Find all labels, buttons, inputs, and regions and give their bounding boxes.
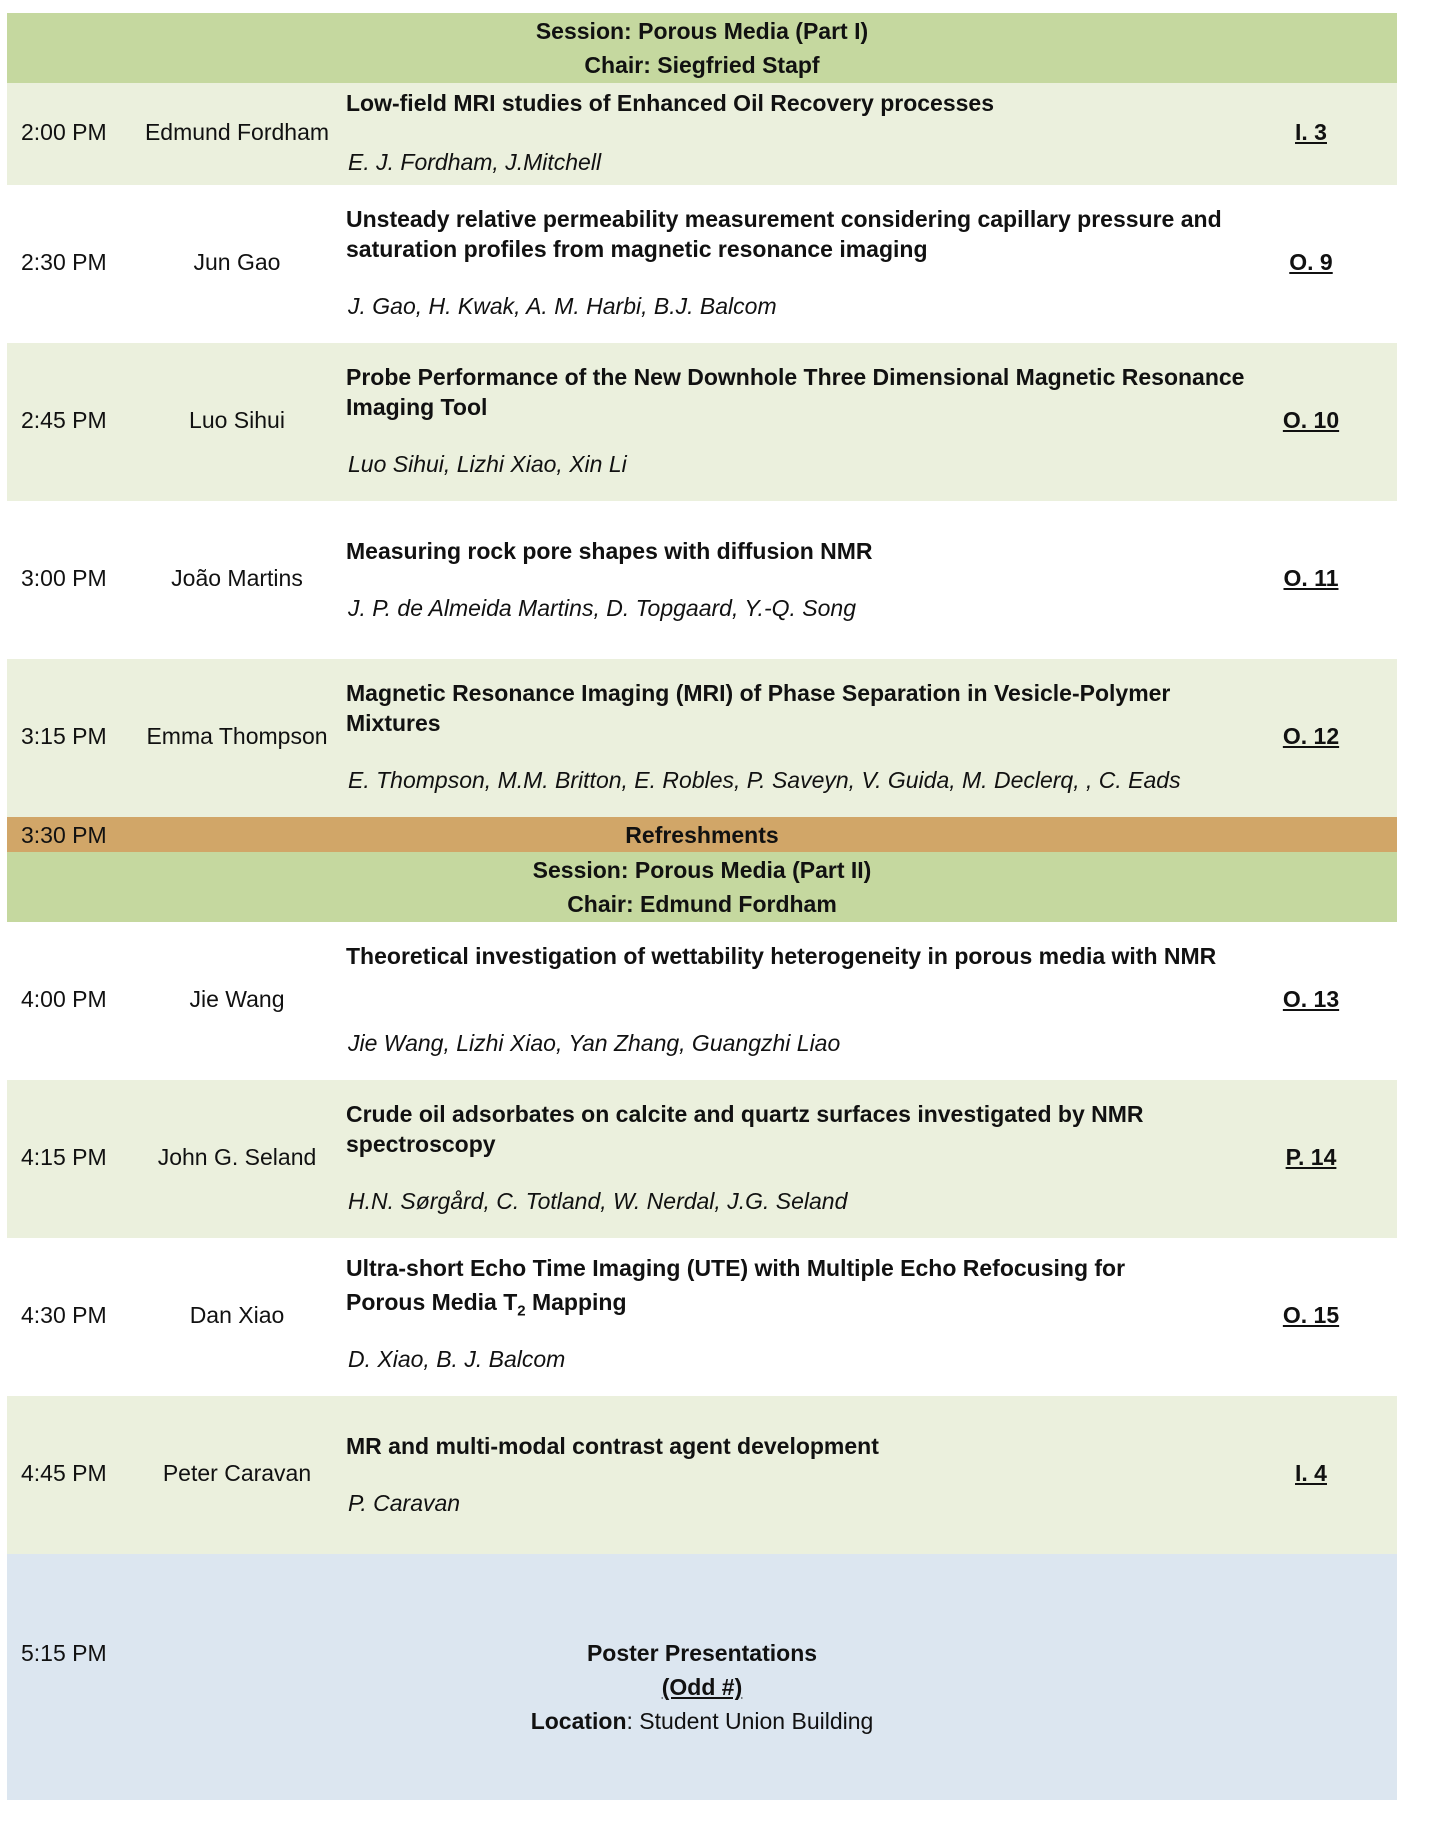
abstract-link[interactable]: O. 10: [1282, 407, 1340, 433]
abstract-link[interactable]: O. 13: [1282, 986, 1340, 1012]
location-label: Location: [530, 1708, 627, 1734]
abstract-link[interactable]: O. 9: [1289, 249, 1333, 275]
abstract-link[interactable]: O. 11: [1283, 565, 1339, 591]
talk-time: 4:45 PM: [21, 1460, 107, 1486]
talk-time: 2:00 PM: [21, 119, 107, 145]
talk-time: 4:30 PM: [21, 1302, 107, 1328]
talk-speaker: Jie Wang: [189, 986, 285, 1012]
break-time: 3:30 PM: [21, 822, 107, 848]
talk-authors: E. J. Fordham, J.Mitchell: [348, 149, 602, 175]
talk-title-line: [346, 1287, 1266, 1327]
talk-row: [7, 922, 1397, 1080]
talk-time: 4:00 PM: [21, 986, 107, 1012]
session-header: [7, 852, 1397, 922]
talk-authors: E. Thompson, M.M. Britton, E. Robles, P. Saveyn, V. Guida, M. Declerq, , C. Eads: [348, 767, 1181, 793]
talk-speaker: Edmund Fordham: [144, 119, 330, 145]
talk-speaker: John G. Seland: [157, 1144, 317, 1170]
talk-authors: H.N. Sørgård, C. Totland, W. Nerdal, J.G. Seland: [348, 1188, 848, 1214]
talk-speaker: Peter Caravan: [162, 1460, 312, 1486]
title-text: Mapping: [525, 1289, 627, 1315]
poster-row: [7, 1554, 1397, 1800]
poster-location: [7, 1708, 1397, 1735]
talk-time: 2:45 PM: [21, 407, 107, 433]
abstract-link[interactable]: P. 14: [1285, 1144, 1337, 1170]
location-value: : Student Union Building: [626, 1708, 874, 1734]
talk-row: [7, 185, 1397, 343]
session-chair: Chair: Siegfried Stapf: [584, 52, 820, 78]
talk-title: Low-field MRI studies of Enhanced Oil Recovery processes: [346, 90, 994, 116]
talk-speaker: Dan Xiao: [189, 1302, 285, 1328]
talk-row: [7, 659, 1397, 817]
talk-authors: P. Caravan: [348, 1490, 461, 1516]
talk-authors: D. Xiao, B. J. Balcom: [348, 1346, 566, 1372]
poster-subtitle: (Odd #): [661, 1674, 743, 1700]
abstract-link[interactable]: I. 3: [1295, 119, 1327, 145]
session-header: [7, 13, 1397, 83]
talk-title: MR and multi-modal contrast agent development: [346, 1433, 879, 1459]
talk-row: [7, 501, 1397, 659]
talk-authors: J. P. de Almeida Martins, D. Topgaard, Y.-Q. Song: [348, 595, 856, 621]
talk-time: 3:00 PM: [21, 565, 107, 591]
schedule: [7, 13, 1397, 1800]
break-label: Refreshments: [625, 822, 779, 848]
talk-authors: Luo Sihui, Lizhi Xiao, Xin Li: [348, 451, 627, 477]
talk-speaker: Emma Thompson: [146, 723, 328, 749]
talk-title: Unsteady relative permeability measurement considering capillary pressure and saturation profiles from magnetic resonance imaging: [346, 206, 1222, 262]
session-title: Session: Porous Media (Part II): [532, 857, 872, 883]
talk-title: Theoretical investigation of wettability heterogeneity in porous media with NMR: [346, 943, 1217, 969]
talk-row: [7, 1396, 1397, 1554]
talk-speaker: João Martins: [171, 565, 303, 591]
poster-title: Poster Presentations: [586, 1640, 818, 1666]
talk-title: Probe Performance of the New Downhole Three Dimensional Magnetic Resonance Imaging Tool: [346, 364, 1245, 420]
abstract-link[interactable]: O. 15: [1282, 1302, 1340, 1328]
talk-authors: Jie Wang, Lizhi Xiao, Yan Zhang, Guangzhi Liao: [348, 1030, 841, 1056]
talk-title: Crude oil adsorbates on calcite and quartz surfaces investigated by NMR spectroscopy: [346, 1101, 1144, 1157]
talk-title: Magnetic Resonance Imaging (MRI) of Phase Separation in Vesicle-Polymer Mixtures: [346, 680, 1171, 736]
talk-title: Measuring rock pore shapes with diffusion NMR: [346, 538, 873, 564]
talk-time: 3:15 PM: [21, 723, 107, 749]
talk-time: 4:15 PM: [21, 1144, 107, 1170]
poster-time: 5:15 PM: [21, 1640, 107, 1666]
break-row: [7, 817, 1397, 852]
talk-row: [7, 1238, 1397, 1396]
session-chair: Chair: Edmund Fordham: [567, 891, 837, 917]
title-text: Porous Media T: [346, 1289, 518, 1315]
talk-speaker: Jun Gao: [193, 249, 281, 275]
talk-title-line: Ultra-short Echo Time Imaging (UTE) with Multiple Echo Refocusing for: [346, 1255, 1126, 1281]
abstract-link[interactable]: O. 12: [1282, 723, 1340, 749]
talk-authors: J. Gao, H. Kwak, A. M. Harbi, B.J. Balcom: [348, 293, 777, 319]
talk-time: 2:30 PM: [21, 249, 107, 275]
talk-title: [346, 1253, 1266, 1327]
session-title: Session: Porous Media (Part I): [535, 18, 869, 44]
talk-speaker: Luo Sihui: [189, 407, 285, 433]
talk-row: [7, 343, 1397, 501]
talk-row: [7, 83, 1397, 185]
title-subscript: 2: [517, 1302, 526, 1320]
talk-row: [7, 1080, 1397, 1238]
abstract-link[interactable]: I. 4: [1295, 1460, 1327, 1486]
